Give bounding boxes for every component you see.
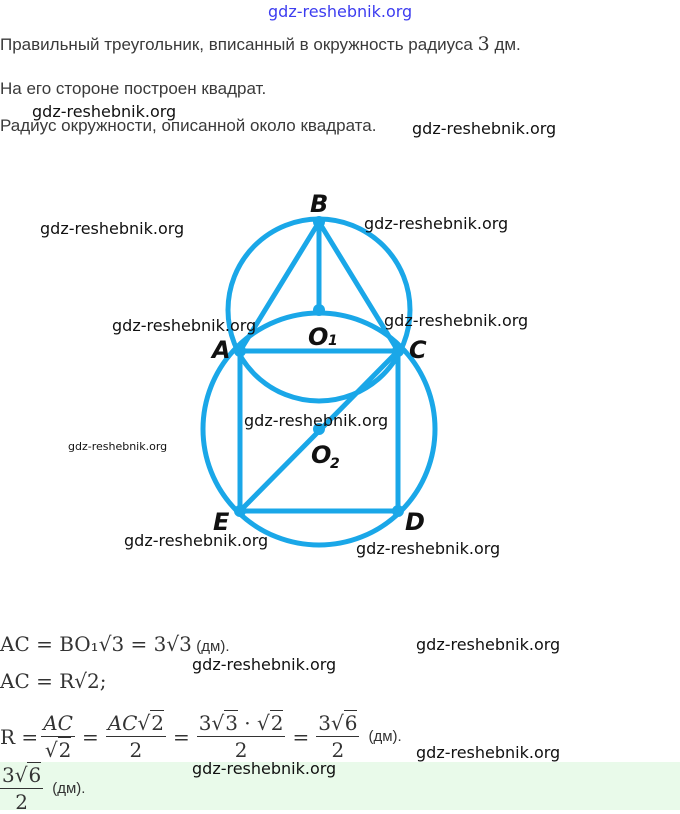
eq3-f1-num: AC [43, 711, 73, 735]
problem-line-1-prefix: Правильный треугольник, вписанный в окружность радиуса [0, 35, 478, 54]
eq3-f3-coef: 3 [198, 711, 212, 735]
label-d: D [405, 508, 425, 536]
eq3-f1-den: 2 [58, 738, 72, 762]
answer-rad: 6 [28, 763, 42, 787]
eq3-fraction-4: $\frac{3√6}{2}$ [318, 711, 358, 762]
eq3-f2-num: AC [107, 711, 138, 735]
unit-3: (дм). [368, 728, 402, 745]
eq3-fraction-2: $\frac{AC√2}{2}$ [107, 711, 164, 762]
watermark: gdz-reshebnik.org [68, 440, 168, 453]
label-o1-sub: 1 [328, 333, 338, 349]
eq3-fraction-3: $\frac{3√3 \cdot √2}{2}$ [198, 711, 284, 762]
answer-fraction: $\frac{3√6}{2}$ [2, 763, 42, 814]
watermark: gdz-reshebnik.org [192, 759, 337, 778]
point-a [234, 345, 246, 357]
label-e: E [213, 508, 230, 536]
watermark: gdz-reshebnik.org [40, 219, 185, 238]
watermark: gdz-reshebnik.org [192, 655, 337, 674]
watermark: gdz-reshebnik.org [32, 102, 177, 121]
eq3-f3-dot: · [244, 711, 251, 735]
label-a: A [212, 336, 231, 364]
equation-3: R = $\frac{AC}{√2}$ = $\frac{AC√2}{2}$ = $\frac{3√3 \cdot √2}{2}$ = $\frac{3√6}{2}$ (дм). [0, 711, 402, 762]
problem-line-3: Радиус окружности, описанной около квадрата. [0, 116, 377, 135]
eq3-f2-den: 2 [129, 738, 143, 762]
label-c: C [409, 336, 427, 364]
answer-coef: 3 [2, 763, 15, 787]
label-o2: O [311, 441, 332, 469]
answer-den: 2 [15, 790, 28, 814]
watermark: gdz-reshebnik.org [124, 531, 269, 550]
unit-1: (дм). [196, 638, 230, 655]
figure-lines [203, 219, 435, 545]
eq3-f2-num-rad: 2 [151, 711, 164, 735]
eq3-f3-den: 2 [234, 738, 248, 762]
equation-1: AC = BO₁√3 = 3√3 [0, 632, 192, 656]
solution-line-1 [0, 632, 230, 656]
label-o1: O [308, 323, 329, 351]
answer-unit: (дм). [52, 780, 86, 797]
eq3-fraction-1: $\frac{AC}{√2}$ [43, 711, 73, 762]
watermark: gdz-reshebnik.org [244, 411, 389, 430]
point-d [392, 505, 404, 517]
watermark: gdz-reshebnik.org [112, 316, 257, 335]
watermark: gdz-reshebnik.org [356, 539, 501, 558]
eq3-f3-rad-b: 2 [270, 711, 284, 735]
eq3-f4-den: 2 [331, 738, 345, 762]
watermark: gdz-reshebnik.org [364, 214, 509, 233]
header-watermark: gdz-reshebnik.org [268, 2, 413, 21]
eq3-f3-rad-a: 3 [225, 711, 238, 735]
eq3-f4-coef: 3 [318, 711, 331, 735]
eq3-f4-rad: 6 [344, 711, 358, 735]
point-o1 [313, 304, 325, 316]
point-e [234, 505, 246, 517]
watermark: gdz-reshebnik.org [384, 311, 529, 330]
watermark: gdz-reshebnik.org [416, 743, 561, 762]
point-c [392, 345, 404, 357]
watermark: gdz-reshebnik.org [412, 119, 557, 138]
problem-line-1-suffix: дм. [489, 35, 521, 54]
radius-value: 3 [477, 33, 490, 55]
label-o2-sub: 2 [330, 456, 340, 472]
answer [0, 764, 85, 813]
eq3-lhs: R = [0, 724, 39, 749]
equation-2: AC = R√2; [0, 669, 107, 693]
label-b: B [310, 190, 329, 218]
problem-line-2: На его стороне построен квадрат. [0, 79, 267, 98]
watermark: gdz-reshebnik.org [416, 635, 561, 654]
answer-bar [0, 762, 680, 810]
